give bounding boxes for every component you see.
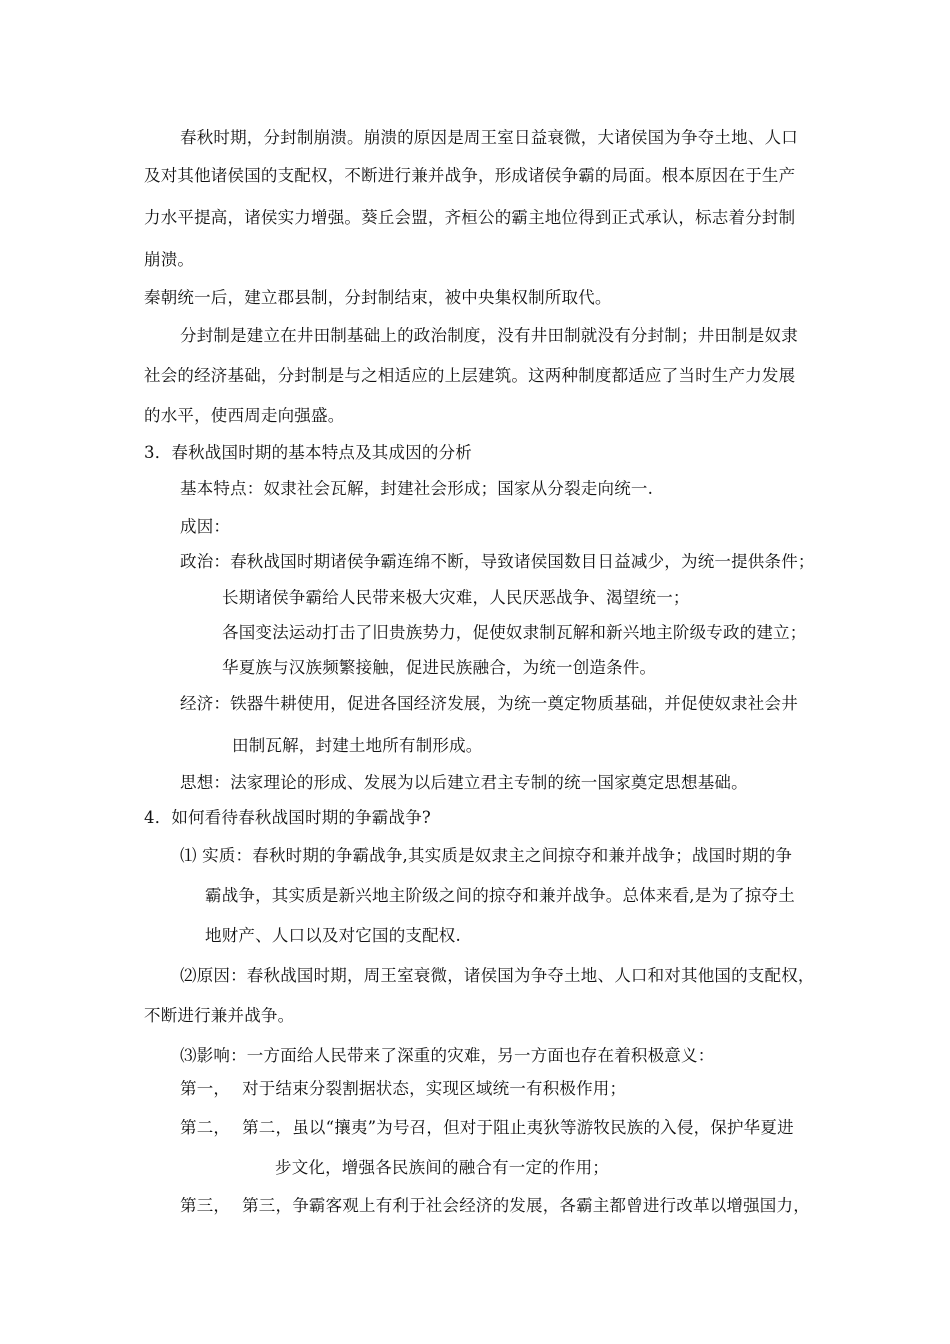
list-item — [180, 1077, 626, 1101]
text-line: 秦朝统一后，建立郡县制，分封制结束，被中央集权制所取代。 — [144, 288, 612, 307]
list-item — [180, 1116, 794, 1140]
text-line: 霸战争，其实质是新兴地主阶级之间的掠夺和兼并战争。总体来看,是为了掠夺土 — [205, 886, 795, 905]
text-line: 步文化，增强各民族间的融合有一定的作用； — [275, 1158, 609, 1177]
text-line: 及对其他诸侯国的支配权，不断进行兼并战争，形成诸侯争霸的局面。根本原因在于生产 — [144, 166, 796, 185]
text-line: 不断进行兼并战争。 — [144, 1006, 295, 1025]
list-item — [180, 1194, 810, 1218]
text-line: ⑴ 实质：春秋时期的争霸战争,其实质是奴隶主之间掠夺和兼并战争；战国时期的争 — [180, 846, 793, 865]
text-line: 田制瓦解，封建土地所有制形成。 — [232, 736, 483, 755]
text-line: ⑵原因：春秋战国时期，周王室衰微，诸侯国为争夺土地、人口和对其他国的支配权， — [180, 966, 815, 985]
list-text: 第三，争霸客观上有利于社会经济的发展，各霸主都曾进行改革以增强国力， — [242, 1196, 810, 1215]
list-number: 第三， — [180, 1196, 231, 1215]
text-line: 华夏族与汉族频繁接触，促进民族融合，为统一创造条件。 — [222, 658, 657, 677]
list-number: 第二， — [180, 1118, 231, 1137]
section-heading: 3．春秋战国时期的基本特点及其成因的分析 — [144, 443, 472, 462]
text-line: 政治：春秋战国时期诸侯争霸连绵不断，导致诸侯国数目日益减少，为统一提供条件； — [180, 552, 815, 571]
text-line: 崩溃。 — [144, 250, 195, 269]
text-line: 思想：法家理论的形成、发展为以后建立君主专制的统一国家奠定思想基础。 — [180, 773, 748, 792]
text-line: 成因： — [180, 517, 231, 536]
text-line: ⑶影响：一方面给人民带来了深重的灾难，另一方面也存在着积极意义： — [180, 1046, 715, 1065]
text-line: 力水平提高，诸侯实力增强。葵丘会盟，齐桓公的霸主地位得到正式承认，标志着分封制 — [144, 208, 796, 227]
text-line: 的水平，使西周走向强盛。 — [144, 406, 345, 425]
text-line: 分封制是建立在井田制基础上的政治制度，没有井田制就没有分封制；井田制是奴隶 — [180, 326, 798, 345]
list-text: 对于结束分裂割据状态，实现区域统一有积极作用； — [242, 1079, 627, 1098]
text-line: 长期诸侯争霸给人民带来极大灾难，人民厌恶战争、渴望统一； — [222, 588, 690, 607]
section-heading: 4．如何看待春秋战国时期的争霸战争? — [144, 808, 431, 827]
text-line: 社会的经济基础，分封制是与之相适应的上层建筑。这两种制度都适应了当时生产力发展 — [144, 366, 796, 385]
text-line: 各国变法运动打击了旧贵族势力，促使奴隶制瓦解和新兴地主阶级专政的建立； — [222, 623, 807, 642]
text-line: 经济：铁器牛耕使用，促进各国经济发展，为统一奠定物质基础，并促使奴隶社会井 — [180, 694, 798, 713]
text-line: 春秋时期，分封制崩溃。崩溃的原因是周王室日益衰微，大诸侯国为争夺土地、人口 — [180, 128, 798, 147]
list-number: 第一， — [180, 1079, 231, 1098]
list-text: 第二，虽以“攘夷”为号召，但对于阻止夷狄等游牧民族的入侵，保护华夏进 — [242, 1118, 794, 1137]
text-line: 基本特点：奴隶社会瓦解，封建社会形成；国家从分裂走向统一. — [180, 479, 654, 498]
text-line: 地财产、人口以及对它国的支配权. — [205, 926, 461, 945]
